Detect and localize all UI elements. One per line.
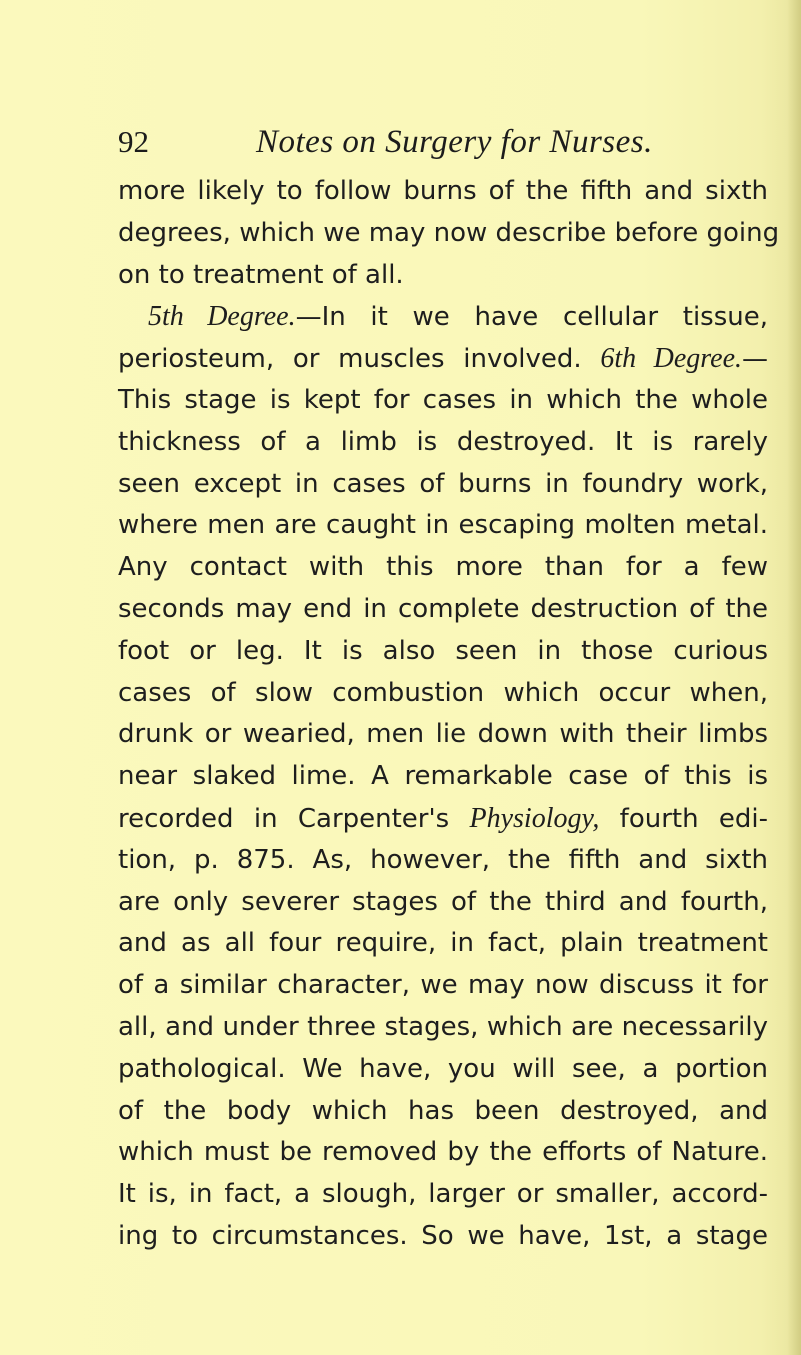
book-title: Physiology, <box>469 802 600 834</box>
text-line: pathological. We have, you will see, a portion <box>118 1053 768 1084</box>
fifth-degree-text: —In it we have cellular tissue, <box>295 302 768 333</box>
text-line: all, and under three stages, which are necessarily <box>118 1011 768 1042</box>
text-line: drunk or wearied, men lie down with their limbs <box>118 719 768 750</box>
running-head: Notes on Surgery for Nurses. <box>256 124 653 160</box>
text-line: Any contact with this more than for a few <box>118 552 768 583</box>
text-line: ing to circumstances. So we have, 1st, a stage <box>118 1220 768 1251</box>
page-number: 92 <box>118 124 149 159</box>
text-line: which must be removed by the efforts of Nature. <box>118 1137 768 1168</box>
text-line: seconds may end in complete destruction of the <box>118 593 768 624</box>
text-line: This stage is kept for cases in which the whole <box>118 384 768 415</box>
text-line: on to treatment of all. <box>118 259 404 290</box>
text-line: tion, p. 875. As, however, the fifth and sixth <box>118 844 768 875</box>
text-line-sixth-degree <box>118 338 768 380</box>
fifth-degree-label: 5th Degree. <box>148 301 296 333</box>
page-header <box>118 124 678 170</box>
recorded-suffix: fourth edi- <box>599 803 768 834</box>
sixth-degree-prefix: periosteum, or muscles involved. <box>118 344 582 375</box>
text-line: where men are caught in escaping molten metal. <box>118 510 768 541</box>
recorded-prefix: recorded in Carpenter's <box>118 803 470 834</box>
text-line: foot or leg. It is also seen in those curious <box>118 635 768 666</box>
text-line: and as all four require, in fact, plain treatment <box>118 928 768 959</box>
text-line: seen except in cases of burns in foundry work, <box>118 468 768 499</box>
text-line: cases of slow combustion which occur when, <box>118 677 768 708</box>
text-line-carpenter <box>118 798 768 840</box>
text-line: degrees, which we may now describe before going <box>118 217 780 248</box>
text-line: near slaked lime. A remarkable case of this is <box>118 761 768 792</box>
text-line: are only severer stages of the third and fourth, <box>118 886 768 917</box>
sixth-degree-dash: — <box>742 344 769 375</box>
text-line: It is, in fact, a slough, larger or smaller, accord- <box>118 1179 768 1210</box>
text-line: of a similar character, we may now discuss it for <box>118 970 768 1001</box>
body-text <box>118 171 780 1258</box>
sixth-degree-label: 6th Degree. <box>600 343 743 375</box>
text-line: more likely to follow burns of the fifth and sixth <box>118 176 768 206</box>
text-line-fifth-degree <box>118 296 768 338</box>
page-edge-shadow <box>787 0 801 1355</box>
text-line: of the body which has been destroyed, and <box>118 1095 768 1126</box>
text-line: thickness of a limb is destroyed. It is rarely <box>118 426 768 457</box>
